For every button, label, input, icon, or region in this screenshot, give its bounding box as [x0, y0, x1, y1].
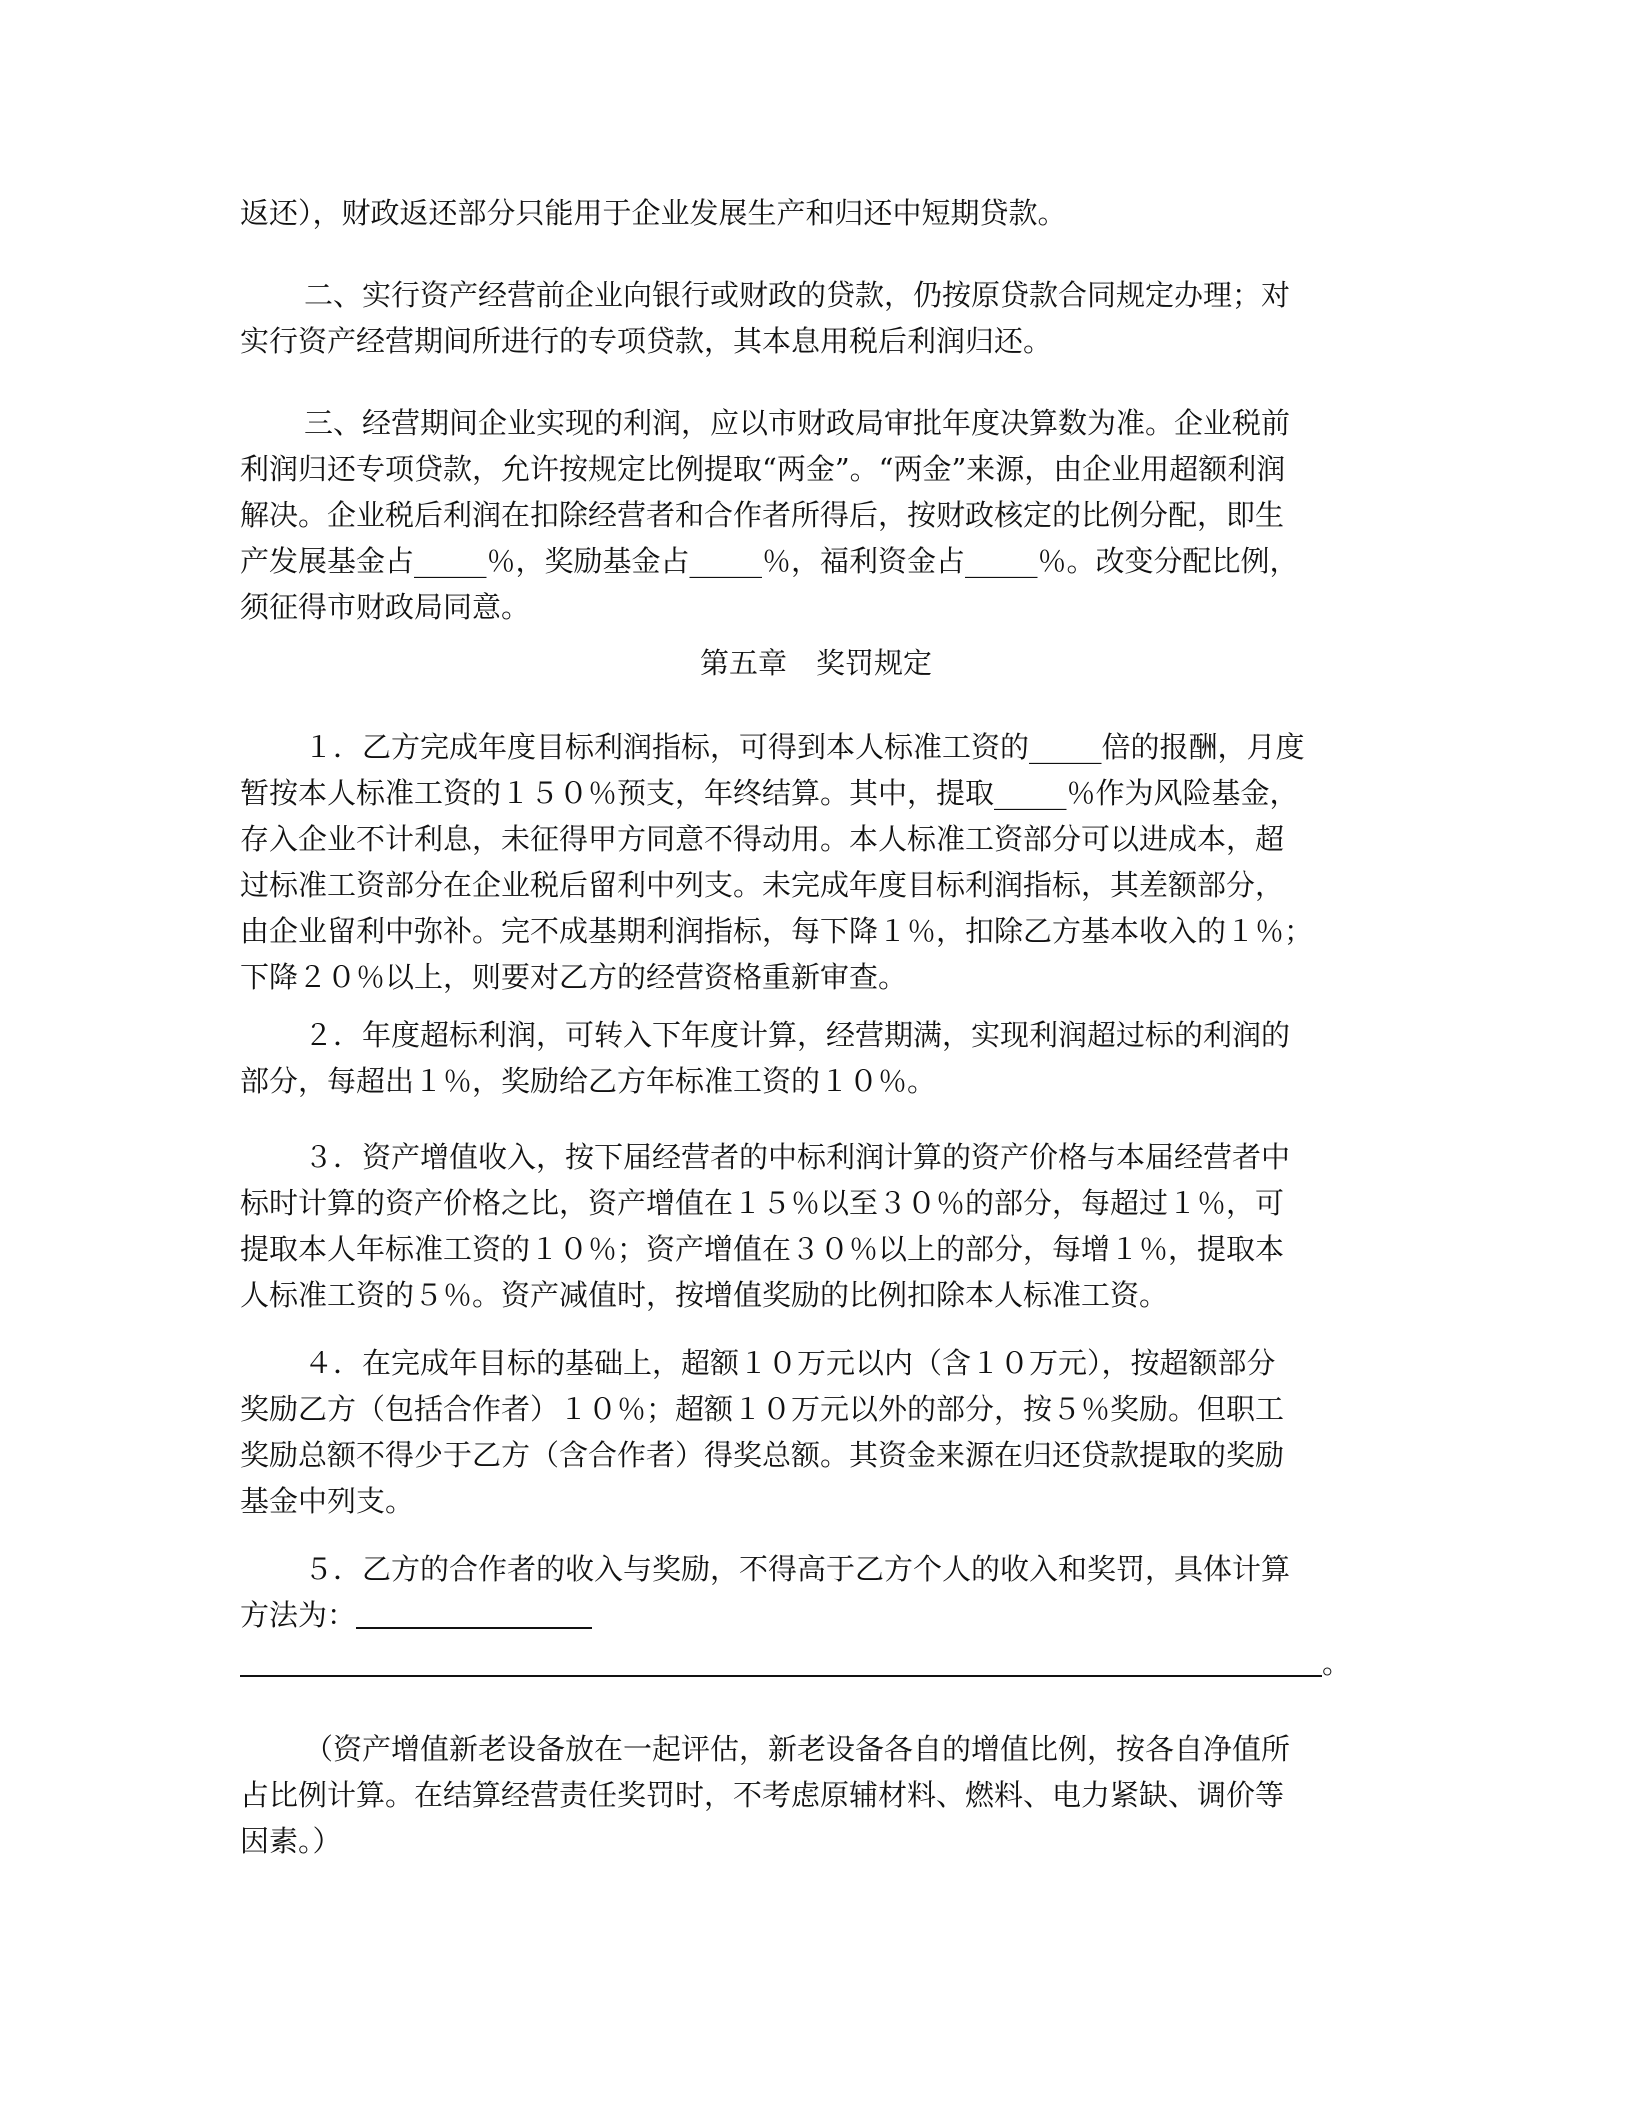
rule-item-5	[240, 1546, 1390, 1638]
text-line: 解决。企业税后利润在扣除经营者和合作者所得后，按财政核定的比例分配，即生	[240, 498, 1285, 532]
paragraph-three	[240, 400, 1390, 630]
line-end-mark: 。	[1322, 1646, 1352, 1680]
rule-item-1	[240, 724, 1390, 1000]
text-line	[240, 1592, 1390, 1638]
text-line: 须征得市财政局同意。	[240, 590, 531, 624]
text-line: （资产增值新老设备放在一起评估，新老设备各自的增值比例，按各自净值所	[304, 1732, 1291, 1766]
paragraph-two	[240, 272, 1390, 364]
text-line: 下降２０％以上，则要对乙方的经营资格重新审查。	[240, 960, 908, 994]
text-line: 占比例计算。在结算经营责任奖罚时，不考虑原辅材料、燃料、电力紧缺、调价等	[240, 1778, 1285, 1812]
text-line: 实行资产经营期间所进行的专项贷款，其本息用税后利润归还。	[240, 324, 1053, 358]
text-line: 存入企业不计利息，未征得甲方同意不得动用。本人标准工资部分可以进成本，超	[240, 822, 1285, 856]
text-line: 人标准工资的５％。资产减值时，按增值奖励的比例扣除本人标准工资。	[240, 1278, 1169, 1312]
fill-in-blank	[356, 1597, 592, 1629]
text-line: 因素。）	[240, 1824, 342, 1858]
fill-in-blank-line	[240, 1640, 1351, 1686]
text-line: ３．资产增值收入，按下届经营者的中标利润计算的资产价格与本届经营者中	[304, 1140, 1291, 1174]
fill-in-blank	[240, 1645, 1322, 1677]
text-line: 由企业留利中弥补。完不成基期利润指标，每下降１％，扣除乙方基本收入的１％；	[240, 914, 1314, 948]
chapter-heading: 第五章 奖罚规定	[699, 646, 932, 680]
rule-item-4	[240, 1340, 1390, 1524]
text-line: 三、经营期间企业实现的利润，应以市财政局审批年度决算数为准。企业税前	[304, 406, 1291, 440]
text-line: ２．年度超标利润，可转入下年度计算，经营期满，实现利润超过标的利润的	[304, 1018, 1291, 1052]
text-line: 奖励总额不得少于乙方（含合作者）得奖总额。其资金来源在归还贷款提取的奖励	[240, 1438, 1285, 1472]
rule-item-2	[240, 1012, 1390, 1104]
text-line: 标时计算的资产价格之比，资产增值在１５％以至３０％的部分，每超过１％，可	[240, 1186, 1285, 1220]
paragraph-intro	[240, 190, 1390, 236]
text-line: 产发展基金占_____％，奖励基金占_____％，福利资金占_____％。改变分配比例，	[240, 544, 1299, 578]
text-line: 二、实行资产经营前企业向银行或财政的贷款，仍按原贷款合同规定办理；对	[304, 278, 1291, 312]
method-label: 方法为：	[240, 1598, 357, 1632]
rule-item-3	[240, 1134, 1390, 1318]
text-line: 返还），财政返还部分只能用于企业发展生产和归还中短期贷款。	[240, 196, 1067, 230]
text-line: １．乙方完成年度目标利润指标，可得到本人标准工资的_____倍的报酬，月度	[304, 730, 1305, 764]
text-line: 暂按本人标准工资的１５０％预支，年终结算。其中，提取_____％作为风险基金，	[240, 776, 1299, 810]
text-line: ４．在完成年目标的基础上，超额１０万元以内（含１０万元），按超额部分	[304, 1346, 1276, 1380]
text-line: 奖励乙方（包括合作者）１０％；超额１０万元以外的部分，按５％奖励。但职工	[240, 1392, 1285, 1426]
text-line: 过标准工资部分在企业税后留利中列支。未完成年度目标利润指标，其差额部分，	[240, 868, 1285, 902]
text-line: 基金中列支。	[240, 1484, 415, 1518]
note-paragraph	[240, 1726, 1390, 1864]
text-line: 提取本人年标准工资的１０％；资产增值在３０％以上的部分，每增１％，提取本	[240, 1232, 1285, 1266]
text-line: 部分，每超出１％，奖励给乙方年标准工资的１０％。	[240, 1064, 937, 1098]
text-line: ５．乙方的合作者的收入与奖励，不得高于乙方个人的收入和奖罚，具体计算	[304, 1552, 1291, 1586]
text-line: 利润归还专项贷款，允许按规定比例提取“两金”。“两金”来源，由企业用超额利润	[240, 452, 1286, 486]
